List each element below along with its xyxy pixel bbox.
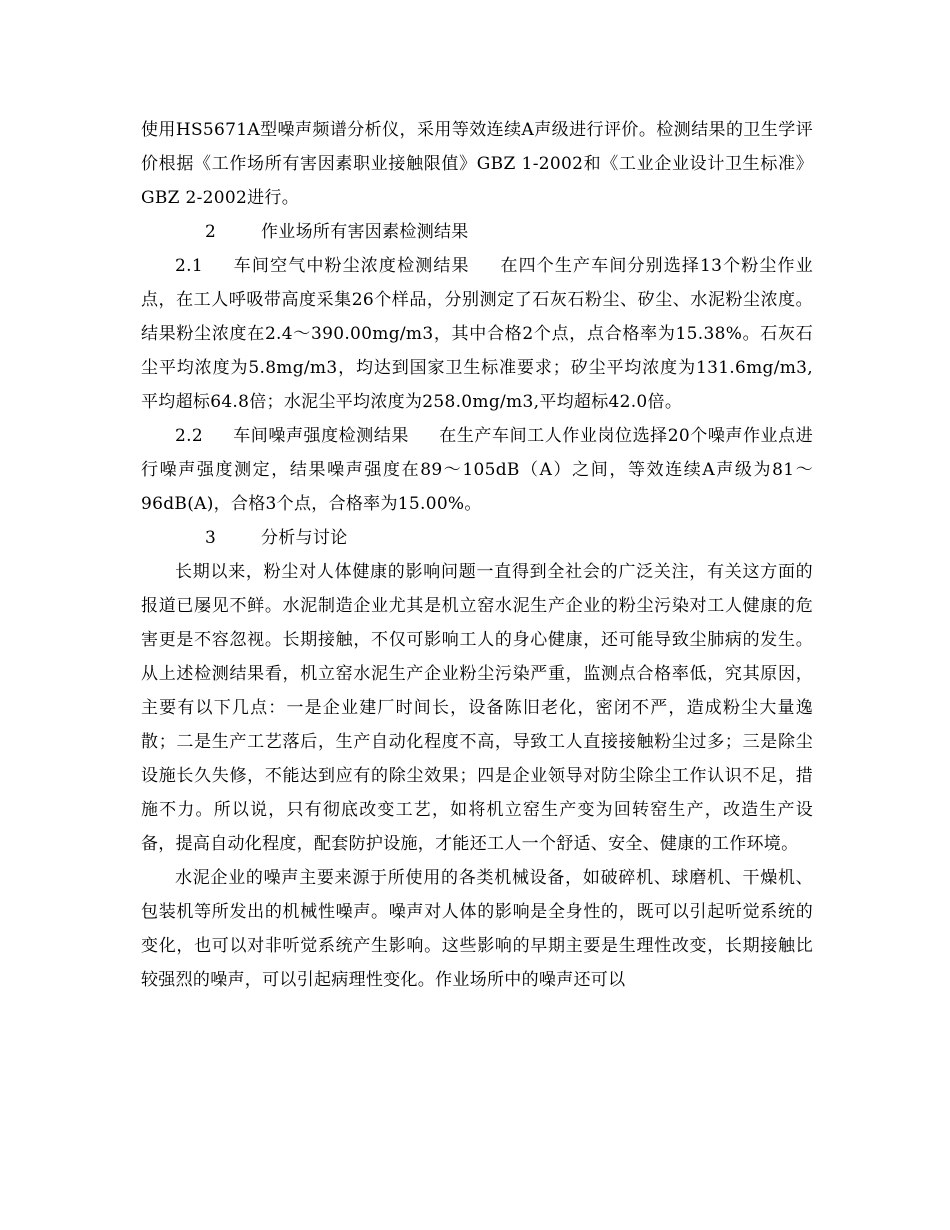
paragraph-dust-discussion: 长期以来，粉尘对人体健康的影响问题一直得到全社会的广泛关注，有关这方面的报道已屡见不鲜。水泥制造企业尤其是机立窑水泥生产企业的粉尘污染对工人健康的危害更是不容忽视。长期接触，不仅可影响工人的身心健康，还可能导致尘肺病的发生。从上述检测结果看，机立窑水泥生产企业粉尘污染严重，监测点合格率低，究其原因，主要有以下几点：一是企业建厂时间长，设备陈旧老化，密闭不严，造成粉尘大量逸散；二是生产工艺落后，生产自动化程度不高，导致工人直接接触粉尘过多；三是除尘设施长久失修，不能达到应有的除尘效果；四是企业领导对防尘除尘工作认识不足，措施不力。所以说，只有彻底改变工艺，如将机立窑生产变为回转窑生产，改造生产设备，提高自动化程度，配套防护设施，才能还工人一个舒适、安全、健康的工作环境。 (141, 562, 813, 854)
section-2-1-title: 车间空气中粉尘浓度检测结果 (232, 256, 470, 276)
section-3-number: 3 (205, 528, 217, 548)
section-2-2-paragraph (141, 419, 813, 521)
section-2-1-body: 在四个生产车间分别选择13个粉尘作业点，在工人呼吸带高度采集26个样品，分别测定了石灰石粉尘、矽尘、水泥粉尘浓度。结果粉尘浓度在2.4～390.00mg/m3，其中合格2个点，点合格率为15.38%。石灰石尘平均浓度为5.8mg/m3，均达到国家卫生标准要求；矽尘平均浓度为131.6mg/m3,平均超标64.8倍；水泥尘平均浓度为258.0mg/m3,平均超标42.0倍。 (141, 256, 813, 412)
paragraph-continuation: 使用HS5671A型噪声频谱分析仪，采用等效连续A声级进行评价。检测结果的卫生学评价根据《工作场所有害因素职业接触限值》GBZ 1-2002和《工业企业设计卫生标准》GBZ 2-2002进行。 (141, 120, 813, 208)
section-3-heading (141, 521, 813, 555)
section-2-heading (141, 215, 813, 249)
section-2-2-number: 2.2 (175, 426, 203, 446)
section-2-title: 作业场所有害因素检测结果 (261, 222, 469, 242)
section-2-1-number: 2.1 (175, 256, 203, 276)
section-3-title: 分析与讨论 (261, 528, 348, 548)
section-2-2-title: 车间噪声强度检测结果 (232, 426, 409, 446)
section-2-1-paragraph (141, 249, 813, 419)
paragraph-noise-discussion: 水泥企业的噪声主要来源于所使用的各类机械设备，如破碎机、球磨机、干燥机、包装机等所发出的机械性噪声。噪声对人体的影响是全身性的，既可以引起听觉系统的变化，也可以对非听觉系统产生影响。这些影响的早期主要是生理性改变，长期接触比较强烈的噪声，可以引起病理性变化。作业场所中的噪声还可以 (141, 868, 813, 990)
section-2-2-body: 在生产车间工人作业岗位选择20个噪声作业点进行噪声强度测定，结果噪声强度在89～105dB（A）之间，等效连续A声级为81～96dB(A)，合格3个点，合格率为15.00%。 (141, 426, 814, 514)
section-2-number: 2 (205, 222, 217, 242)
document-body (141, 113, 813, 997)
